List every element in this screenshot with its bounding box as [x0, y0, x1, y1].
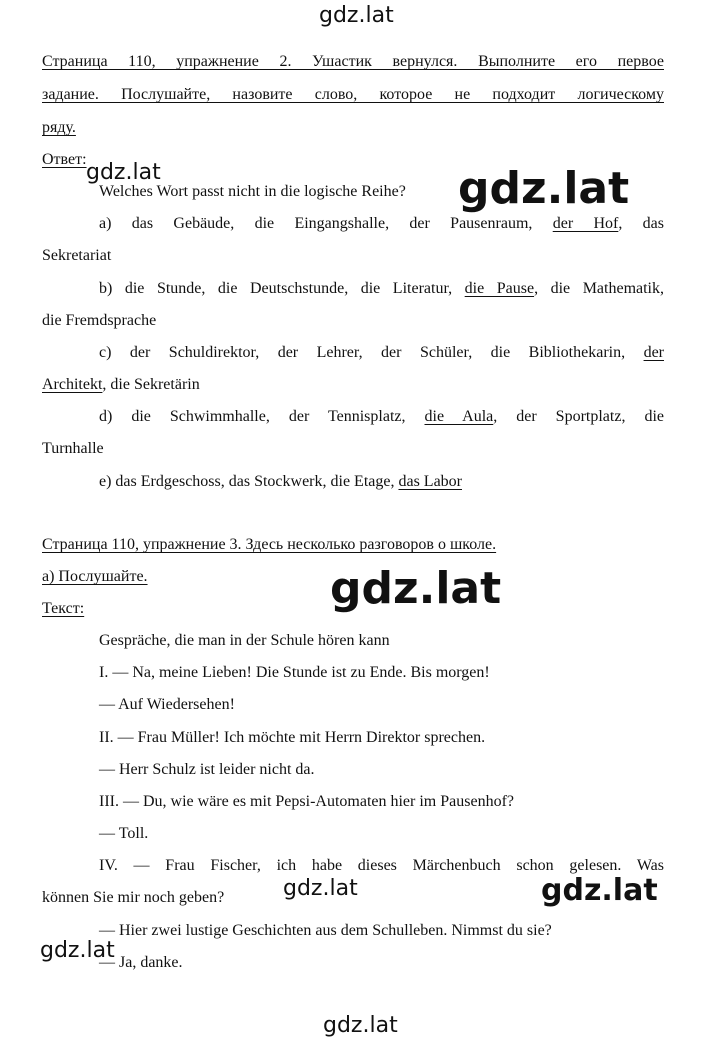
- dialogue-line-4: — Herr Schulz ist leider nicht da.: [99, 761, 315, 778]
- item-d-line-1: d) die Schwimmhalle, der Tennisplatz, die Aula, der Sportplatz, die: [99, 408, 664, 425]
- dialogue-line-3: II. — Frau Müller! Ich möchte mit Herrn Direktor sprechen.: [99, 729, 486, 746]
- answer-word-c-part-1: der: [643, 344, 664, 361]
- dialogue-line-9: — Ja, danke.: [99, 954, 183, 971]
- exercise-2-heading-line-3: ряду.: [42, 119, 76, 136]
- item-d-line-2: Turnhalle: [42, 440, 104, 457]
- dialogue-line-8: — Hier zwei lustige Geschichten aus dem Schulleben. Nimmst du sie?: [99, 922, 552, 939]
- item-a-line-2: Sekretariat: [42, 247, 112, 264]
- watermark-small-3: gdz.lat: [40, 938, 115, 963]
- answer-word-a: der Hof: [552, 215, 619, 232]
- dialogue-title: Gespräche, die man in der Schule hören kann: [99, 632, 390, 649]
- watermark-small-2: gdz.lat: [283, 876, 358, 901]
- answer-word-b: die Pause: [464, 280, 535, 297]
- watermark-small-1: gdz.lat: [86, 160, 161, 185]
- dialogue-line-7: IV. — Frau Fischer, ich habe dieses Märchenbuch schon gelesen. Was: [99, 857, 664, 874]
- question-line: Welches Wort passt nicht in die logische Reihe?: [99, 183, 406, 200]
- answer-word-c-part-2: Architekt: [42, 376, 103, 393]
- item-b-line-2: die Fremdsprache: [42, 312, 157, 329]
- watermark-large-3: gdz.lat: [541, 873, 658, 908]
- exercise-2-heading-line-1: Страница 110, упражнение 2. Ушастик вернулся. Выполните его первое: [42, 53, 664, 70]
- watermark-large-1: gdz.lat: [458, 163, 630, 214]
- subtask-a-label: а) Послушайте.: [42, 568, 148, 585]
- exercise-2-heading-line-2: задание. Послушайте, назовите слово, которое не подходит логическому: [42, 86, 664, 103]
- dialogue-line-6: — Toll.: [99, 825, 149, 842]
- item-a-line-1: a) das Gebäude, die Eingangshalle, der Pausenraum, der Hof, das: [99, 215, 665, 232]
- answer-word-e: das Labor: [398, 473, 462, 490]
- item-b-line-1: b) die Stunde, die Deutschstunde, die Literatur, die Pause, die Mathematik,: [99, 280, 664, 297]
- watermark-top: gdz.lat: [319, 3, 394, 28]
- item-e-line-1: e) das Erdgeschoss, das Stockwerk, die Etage, das Labor: [99, 473, 462, 490]
- dialogue-line-5: III. — Du, wie wäre es mit Pepsi-Automaten hier im Pausenhof?: [99, 793, 515, 810]
- item-c-line-1: c) der Schuldirektor, der Lehrer, der Schüler, die Bibliothekarin, der: [99, 344, 664, 361]
- watermark-bottom: gdz.lat: [323, 1013, 398, 1038]
- item-c-line-2: Architekt, die Sekretärin: [42, 376, 200, 393]
- watermark-large-2: gdz.lat: [330, 563, 502, 614]
- answer-label: Ответ:: [42, 151, 87, 168]
- text-label: Текст:: [42, 600, 85, 617]
- dialogue-line-7-cont: können Sie mir noch geben?: [42, 889, 225, 906]
- dialogue-line-1: I. — Na, meine Lieben! Die Stunde ist zu Ende. Bis morgen!: [99, 664, 490, 681]
- answer-word-d: die Aula: [424, 408, 494, 425]
- exercise-3-heading: Страница 110, упражнение 3. Здесь несколько разговоров о школе.: [42, 536, 497, 553]
- dialogue-line-2: — Auf Wiedersehen!: [99, 696, 235, 713]
